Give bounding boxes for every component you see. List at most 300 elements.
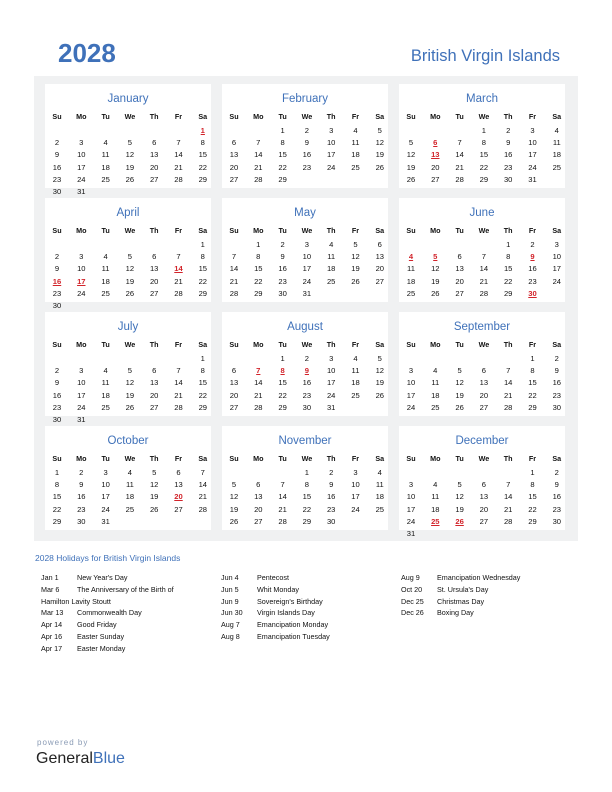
day-cell: 11	[431, 378, 440, 388]
month-june	[399, 198, 565, 302]
day-cell: 17	[406, 504, 416, 514]
day-cell: 16	[302, 378, 312, 388]
day-cell: 27	[149, 402, 159, 412]
day-cell: 3	[408, 480, 414, 490]
day-cell: 18	[351, 150, 360, 160]
day-cell: 22	[528, 390, 537, 400]
weekday-header: Th	[503, 340, 513, 349]
day-cell: 9	[79, 480, 84, 490]
day-cell: 14	[455, 150, 464, 160]
month-title: January	[107, 93, 149, 105]
day-cell: 4	[377, 468, 382, 477]
holiday-name: St. Ursula's Day	[437, 584, 489, 594]
day-cell: 26	[125, 174, 135, 184]
day-cell: 29	[198, 174, 208, 184]
day-cell: 15	[278, 378, 287, 388]
day-cell: 19	[455, 390, 464, 400]
day-cell: 31	[77, 187, 86, 196]
holiday-row	[41, 632, 241, 644]
day-cell: 22	[198, 162, 208, 172]
day-cell: 27	[455, 288, 464, 298]
day-cell: 17	[528, 150, 537, 160]
day-cell: 5	[408, 138, 414, 148]
month-november	[222, 426, 388, 530]
day-cell: 25	[431, 402, 440, 412]
holiday-date: Mar 6	[41, 584, 60, 594]
day-cell: 29	[479, 174, 489, 184]
day-cell: 12	[375, 366, 385, 376]
logo-word-general: General	[36, 750, 93, 767]
day-cell: 16	[503, 150, 513, 160]
day-cell: 10	[326, 138, 336, 148]
day-cell: 27	[149, 174, 159, 184]
day-cell: 14	[479, 264, 489, 274]
day-cell: 27	[174, 504, 183, 514]
holiday-name: The Anniversary of the Birth of	[77, 584, 174, 594]
weekday-header: Fr	[528, 340, 537, 349]
day-cell: 20	[431, 162, 440, 172]
holiday-name: Christmas Day	[437, 596, 485, 606]
day-cell: 6	[481, 366, 486, 376]
weekday-header: Tu	[455, 454, 464, 463]
day-cell: 15	[278, 150, 287, 160]
month-september	[399, 312, 565, 416]
day-cell: 4	[433, 480, 438, 490]
day-cell: 23	[302, 390, 312, 400]
weekday-header: Su	[52, 340, 62, 349]
day-cell: 4	[103, 138, 108, 148]
holiday-date: Aug 9	[401, 573, 420, 582]
day-cell: 31	[406, 529, 416, 538]
day-cell: 27	[431, 174, 440, 184]
day-cell: 2	[54, 138, 60, 148]
day-cell: 24	[406, 516, 416, 526]
day-cell: 17	[351, 492, 360, 502]
holiday-date: Mar 13	[41, 608, 64, 618]
holiday-name: Sovereign's Birthday	[257, 596, 323, 606]
day-cell: 14	[198, 480, 208, 490]
day-cell: 26	[229, 516, 239, 526]
weekday-header: Sa	[198, 454, 208, 463]
weekday-header: Su	[406, 340, 416, 349]
day-cell: 13	[229, 378, 239, 388]
holiday-name: Commonwealth Day	[77, 608, 142, 618]
day-cell: 30	[52, 301, 62, 310]
day-cell: 24	[326, 390, 336, 400]
day-cell: 18	[406, 276, 416, 286]
logo-word-blue: Blue	[92, 750, 125, 767]
weekday-header: Su	[406, 454, 416, 463]
month-title: April	[116, 207, 140, 219]
day-cell: 4	[433, 366, 438, 376]
weekday-header: Th	[326, 226, 336, 235]
weekday-header: Fr	[174, 454, 183, 463]
weekday-header: We	[301, 340, 313, 349]
day-cell: 8	[200, 252, 205, 262]
day-cell: 21	[198, 492, 208, 502]
day-cell: 15	[528, 492, 537, 502]
day-cell: 24	[77, 174, 86, 184]
day-cell: 10	[101, 480, 110, 490]
day-cell: 31	[528, 174, 537, 184]
weekday-header: Tu	[455, 112, 464, 121]
holiday-day-cell: 25	[431, 516, 440, 526]
day-cell: 24	[406, 402, 416, 412]
day-cell: 20	[254, 504, 263, 514]
weekday-header: Mo	[253, 112, 264, 121]
day-cell: 11	[351, 366, 360, 376]
day-cell: 11	[101, 150, 110, 160]
day-cell: 14	[254, 378, 263, 388]
month-march	[399, 84, 565, 188]
day-cell: 2	[554, 354, 559, 363]
day-cell: 25	[125, 504, 135, 514]
day-cell: 19	[125, 390, 135, 400]
day-cell: 23	[52, 288, 62, 298]
weekday-header: Tu	[278, 340, 287, 349]
day-cell: 6	[152, 138, 157, 148]
day-cell: 3	[304, 240, 309, 249]
day-cell: 3	[79, 138, 84, 148]
day-cell: 27	[149, 288, 159, 298]
weekday-header: Tu	[455, 340, 464, 349]
weekday-header: We	[478, 112, 490, 121]
holiday-date: Apr 16	[41, 631, 63, 641]
day-cell: 26	[125, 288, 135, 298]
day-cell: 7	[481, 252, 486, 262]
day-cell: 5	[377, 126, 382, 135]
weekday-header: Sa	[552, 340, 562, 349]
day-cell: 9	[506, 138, 511, 148]
day-cell: 22	[254, 276, 263, 286]
weekday-header: Th	[149, 112, 159, 121]
day-cell: 22	[278, 162, 287, 172]
month-title: February	[281, 93, 329, 105]
day-cell: 17	[302, 264, 312, 274]
day-cell: 6	[152, 366, 157, 376]
day-cell: 5	[457, 366, 462, 376]
holiday-row	[401, 608, 601, 620]
day-cell: 4	[103, 252, 108, 262]
weekday-header: Fr	[174, 226, 183, 235]
day-cell: 6	[176, 468, 181, 477]
day-cell: 21	[278, 504, 287, 514]
day-cell: 23	[326, 504, 336, 514]
day-cell: 10	[406, 378, 416, 388]
day-cell: 18	[101, 162, 110, 172]
day-cell: 24	[302, 276, 312, 286]
day-cell: 23	[552, 390, 562, 400]
weekday-header: Th	[149, 226, 159, 235]
day-cell: 2	[280, 240, 285, 249]
day-cell: 10	[77, 378, 86, 388]
day-cell: 12	[125, 150, 135, 160]
day-cell: 22	[528, 504, 537, 514]
day-cell: 29	[278, 174, 287, 184]
day-cell: 19	[375, 150, 385, 160]
day-cell: 3	[79, 366, 84, 376]
holiday-day-cell: 16	[52, 276, 62, 286]
day-cell: 9	[329, 480, 334, 490]
day-cell: 15	[528, 378, 537, 388]
holiday-name: Hamilton Lavity Stoutt	[41, 596, 111, 606]
day-cell: 29	[52, 516, 62, 526]
day-cell: 2	[54, 366, 60, 376]
day-cell: 19	[351, 264, 360, 274]
day-cell: 13	[254, 492, 263, 502]
weekday-header: We	[478, 340, 490, 349]
holiday-day-cell: 14	[174, 264, 183, 274]
day-cell: 13	[455, 264, 464, 274]
weekday-header: Fr	[351, 226, 360, 235]
day-cell: 22	[503, 276, 513, 286]
month-title: March	[466, 93, 498, 105]
day-cell: 28	[503, 516, 513, 526]
weekday-header: Th	[503, 226, 513, 235]
day-cell: 2	[329, 468, 334, 477]
day-cell: 7	[457, 138, 462, 148]
holiday-date: Oct 20	[401, 584, 423, 594]
weekday-header: Tu	[101, 340, 110, 349]
day-cell: 17	[326, 378, 336, 388]
day-cell: 5	[127, 252, 132, 262]
month-may	[222, 198, 388, 302]
day-cell: 7	[231, 252, 237, 262]
day-cell: 26	[375, 390, 385, 400]
day-cell: 23	[278, 276, 287, 286]
weekday-header: Sa	[375, 454, 385, 463]
holiday-name: Virgin Islands Day	[257, 608, 315, 618]
day-cell: 17	[77, 162, 86, 172]
month-title: September	[453, 321, 511, 333]
day-cell: 14	[229, 264, 239, 274]
day-cell: 28	[198, 504, 208, 514]
day-cell: 11	[375, 480, 384, 490]
day-cell: 21	[174, 162, 183, 172]
weekday-header: Th	[326, 454, 336, 463]
day-cell: 1	[280, 126, 285, 135]
day-cell: 7	[506, 480, 511, 490]
day-cell: 26	[149, 504, 159, 514]
day-cell: 16	[278, 264, 287, 274]
weekday-header: Sa	[552, 112, 562, 121]
day-cell: 15	[503, 264, 513, 274]
weekday-header: Th	[503, 454, 513, 463]
holiday-day-cell: 1	[200, 126, 205, 135]
day-cell: 28	[174, 288, 183, 298]
day-cell: 11	[101, 378, 110, 388]
day-cell: 10	[77, 150, 86, 160]
day-cell: 7	[506, 366, 511, 376]
day-cell: 26	[351, 276, 360, 286]
day-cell: 8	[256, 252, 261, 262]
day-cell: 7	[200, 468, 205, 477]
weekday-header: Sa	[198, 340, 208, 349]
day-cell: 21	[254, 162, 263, 172]
weekday-header: Tu	[278, 454, 287, 463]
holiday-name: Easter Monday	[77, 643, 126, 653]
holiday-date: Jan 1	[41, 573, 59, 582]
day-cell: 2	[54, 252, 60, 262]
weekday-header: We	[301, 226, 313, 235]
day-cell: 12	[431, 264, 440, 274]
day-cell: 24	[77, 288, 86, 298]
day-cell: 5	[127, 138, 132, 148]
day-cell: 16	[77, 492, 86, 502]
weekday-header: Sa	[375, 112, 385, 121]
day-cell: 10	[326, 366, 336, 376]
day-cell: 29	[278, 402, 287, 412]
day-cell: 31	[101, 516, 110, 526]
day-cell: 18	[125, 492, 135, 502]
holiday-day-cell: 7	[256, 366, 261, 376]
holiday-day-cell: 5	[433, 252, 438, 262]
weekday-header: Fr	[174, 340, 183, 349]
day-cell: 10	[528, 138, 537, 148]
day-cell: 7	[176, 366, 181, 376]
day-cell: 11	[407, 264, 415, 274]
weekday-header: Tu	[455, 226, 464, 235]
day-cell: 30	[552, 402, 562, 412]
day-cell: 6	[231, 138, 237, 148]
day-cell: 23	[552, 504, 562, 514]
holiday-column	[221, 573, 421, 644]
holiday-column	[401, 573, 601, 620]
day-cell: 4	[103, 366, 108, 376]
day-cell: 4	[127, 468, 132, 477]
day-cell: 27	[254, 516, 263, 526]
day-cell: 14	[503, 492, 513, 502]
holiday-date: Jun 30	[221, 608, 243, 618]
day-cell: 29	[528, 402, 537, 412]
powered-by-text: powered by	[37, 738, 89, 747]
day-cell: 9	[304, 138, 309, 148]
day-cell: 14	[278, 492, 287, 502]
day-cell: 2	[530, 240, 535, 249]
day-cell: 13	[149, 264, 159, 274]
day-cell: 22	[52, 504, 62, 514]
holiday-name: Boxing Day	[437, 608, 474, 618]
day-cell: 16	[552, 492, 562, 502]
day-cell: 2	[554, 468, 559, 477]
holiday-date: Apr 14	[41, 620, 63, 630]
day-cell: 5	[152, 468, 157, 477]
holidays-title: 2028 Holidays for British Virgin Islands	[35, 553, 181, 563]
day-cell: 8	[530, 366, 535, 376]
weekday-header: Tu	[101, 112, 110, 121]
day-cell: 30	[302, 402, 312, 412]
weekday-header: Fr	[351, 454, 360, 463]
weekday-header: Mo	[253, 226, 264, 235]
day-cell: 20	[479, 390, 489, 400]
day-cell: 27	[229, 402, 239, 412]
holiday-name: Emancipation Tuesday	[257, 631, 330, 641]
day-cell: 14	[174, 150, 183, 160]
holiday-name: Emancipation Monday	[257, 620, 329, 630]
holiday-date: Aug 8	[221, 631, 240, 641]
calendar-grid	[34, 76, 578, 541]
day-cell: 22	[278, 390, 287, 400]
month-title: October	[107, 435, 149, 447]
weekday-header: Su	[406, 112, 416, 121]
holiday-row	[41, 585, 241, 597]
day-cell: 2	[304, 354, 309, 363]
weekday-header: Th	[326, 112, 336, 121]
holiday-date: Dec 26	[401, 608, 424, 618]
weekday-header: Mo	[430, 340, 441, 349]
day-cell: 18	[351, 378, 360, 388]
day-cell: 21	[455, 162, 464, 172]
weekday-header: Mo	[76, 454, 87, 463]
day-cell: 22	[198, 276, 208, 286]
day-cell: 5	[377, 354, 382, 363]
holiday-day-cell: 20	[174, 492, 183, 502]
holiday-day-cell: 6	[433, 138, 438, 148]
day-cell: 14	[503, 378, 513, 388]
day-cell: 14	[174, 378, 183, 388]
month-title: May	[294, 207, 316, 219]
day-cell: 11	[101, 264, 110, 274]
day-cell: 12	[125, 264, 135, 274]
holiday-day-cell: 9	[304, 366, 309, 376]
holiday-row	[221, 597, 421, 609]
day-cell: 28	[254, 174, 263, 184]
day-cell: 16	[552, 378, 562, 388]
day-cell: 18	[375, 492, 385, 502]
day-cell: 20	[375, 264, 385, 274]
day-cell: 28	[479, 288, 489, 298]
weekday-header: We	[478, 226, 490, 235]
day-cell: 20	[229, 162, 239, 172]
day-cell: 12	[125, 378, 135, 388]
month-october	[45, 426, 211, 530]
day-cell: 15	[198, 264, 208, 274]
holiday-row	[221, 585, 421, 597]
weekday-header: Mo	[76, 112, 87, 121]
day-cell: 3	[353, 468, 358, 477]
day-cell: 13	[375, 252, 385, 262]
weekday-header: Th	[149, 340, 159, 349]
generalblue-logo[interactable]	[36, 750, 125, 768]
day-cell: 7	[176, 138, 181, 148]
holiday-row	[221, 620, 421, 632]
day-cell: 8	[481, 138, 486, 148]
weekday-header: Fr	[351, 340, 360, 349]
day-cell: 2	[79, 468, 84, 477]
weekday-header: Mo	[253, 454, 264, 463]
day-cell: 4	[353, 126, 358, 135]
holiday-day-cell: 4	[408, 252, 414, 262]
weekday-header: We	[124, 112, 136, 121]
day-cell: 8	[280, 138, 285, 148]
day-cell: 18	[431, 504, 440, 514]
day-cell: 20	[149, 162, 159, 172]
day-cell: 4	[329, 240, 334, 249]
day-cell: 4	[554, 126, 559, 135]
day-cell: 25	[351, 162, 360, 172]
day-cell: 23	[52, 402, 62, 412]
weekday-header: Su	[406, 226, 416, 235]
day-cell: 9	[54, 378, 60, 388]
day-cell: 19	[455, 504, 464, 514]
day-cell: 7	[176, 252, 181, 262]
day-cell: 3	[329, 126, 334, 135]
day-cell: 3	[530, 126, 535, 135]
day-cell: 20	[455, 276, 464, 286]
day-cell: 8	[54, 480, 60, 490]
day-cell: 30	[77, 516, 86, 526]
day-cell: 22	[198, 390, 208, 400]
